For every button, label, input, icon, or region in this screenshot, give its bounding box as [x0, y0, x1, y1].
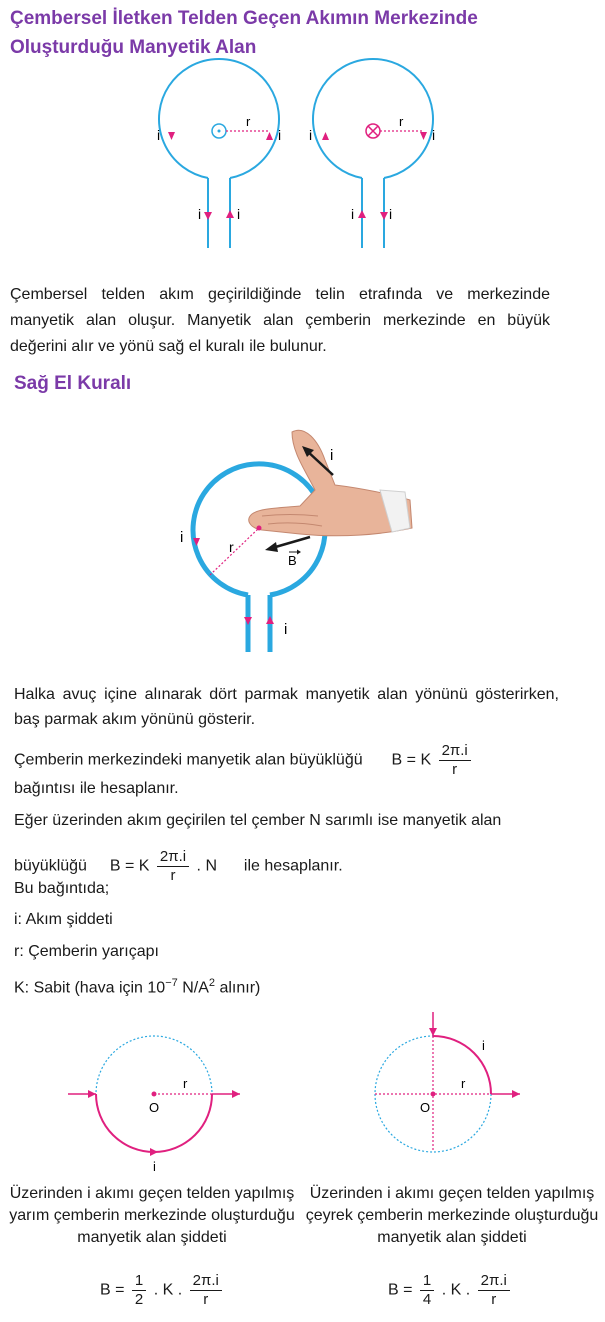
loop-right-wire — [313, 59, 436, 178]
right-hand-rule-diagram — [0, 410, 605, 670]
label-r: r — [461, 1076, 466, 1091]
label-i: i — [237, 206, 241, 222]
fraction: $\frac{2\pi.i}{r}$ — [190, 1272, 222, 1309]
current-arrow-icon — [420, 132, 427, 140]
label-i: i — [278, 127, 282, 143]
current-arrow-icon — [380, 212, 388, 220]
label-o: O — [149, 1100, 160, 1115]
label-r: r — [183, 1076, 188, 1091]
label-i: i — [330, 447, 334, 464]
formula-line-3: Eğer üzerinden akım geçirilen tel çember N sarımlı ise manyetik alan — [14, 812, 502, 829]
fraction: $\frac{2\pi.i}{r}$ — [439, 742, 471, 779]
label-i: i — [284, 621, 288, 638]
fraction: $\frac{2\pi.i}{r}$ — [478, 1272, 510, 1309]
current-arrow-icon — [322, 132, 329, 140]
rule-paragraph: Halka avuç içine alınarak dört parmak manyetik alan yönünü gösterirken, baş parmak akım yönünü gösterir. — [14, 686, 559, 728]
loop-right — [309, 59, 435, 248]
label-i: i — [389, 206, 393, 222]
current-arrow-icon — [266, 616, 274, 624]
definition-r: r: Çemberin yarıçapı — [14, 943, 159, 960]
label-r: r — [246, 114, 251, 129]
label-i: i — [482, 1038, 485, 1053]
fraction: $\frac{1}{4}$ — [420, 1272, 434, 1309]
label-i: i — [198, 206, 202, 222]
label-i: i — [180, 529, 184, 546]
label-o: O — [420, 1100, 431, 1115]
loop-left-wire — [159, 59, 282, 178]
label-B: B — [288, 553, 297, 568]
half-circle-diagram — [0, 1008, 302, 1178]
intro-paragraph: Çembersel telden akım geçirildiğinde telin etrafında ve merkezinde manyetik alan oluşur. Manyetik alan çemberin merkezinde en büyük değerini alır ve yönü sağ el kuralı ile bulunur. — [10, 286, 550, 355]
label-r: r — [229, 539, 234, 555]
quarter-circle-caption: Üzerinden i akımı geçen telden yapılmış çeyrek çemberin merkezinde oluşturduğu manyetik alan şiddeti — [305, 1185, 599, 1246]
fraction: $\frac{1}{2}$ — [132, 1272, 146, 1309]
label-i: i — [157, 127, 161, 143]
current-arrow-icon — [358, 210, 366, 218]
definition-k: K: Sabit (hava için $10^{-7}$ $N/A^2$ alınır) — [14, 977, 261, 997]
formula-line-1: Çemberin merkezindeki manyetik alan büyüklüğü B = K $\frac{2\pi.i}{r}$ — [14, 742, 474, 779]
label-i: i — [153, 1159, 156, 1174]
formula-line-5: Bu bağıntıda; — [14, 880, 110, 897]
page-title: Çembersel İletken Telden Geçen Akımın Merkezinde Oluşturduğu Manyetik Alan — [10, 8, 478, 58]
half-circle-caption: Üzerinden i akımı geçen telden yapılmış yarım çemberin merkezinde oluşturduğu manyetik alan şiddeti — [9, 1185, 295, 1246]
half-circle-formula: B = $\frac{1}{2}$ . K . $\frac{2\pi.i}{r}$ — [100, 1272, 225, 1309]
current-arrow-icon — [204, 212, 212, 220]
fraction: $\frac{2\pi.i}{r}$ — [157, 848, 189, 885]
current-arrow-icon — [168, 132, 175, 140]
quarter-circle-formula: B = $\frac{1}{4}$ . K . $\frac{2\pi.i}{r}$ — [388, 1272, 513, 1309]
label-i: i — [432, 127, 436, 143]
label-i: i — [309, 127, 313, 143]
section-title: Sağ El Kuralı — [14, 373, 132, 394]
formula-line-2: bağıntısı ile hesaplanır. — [14, 780, 179, 797]
loop-left — [157, 59, 281, 248]
label-r: r — [399, 114, 404, 129]
quarter-circle-diagram — [302, 1008, 605, 1178]
current-arrow-icon — [226, 210, 234, 218]
definition-i: i: Akım şiddeti — [14, 911, 113, 928]
radius-line — [210, 528, 259, 575]
current-arrow-icon — [266, 132, 273, 140]
formula-line-4: büyüklüğü B = K $\frac{2\pi.i}{r}$ . N ile hesaplanır. — [14, 848, 343, 884]
label-i: i — [351, 206, 355, 222]
current-arrow-icon — [244, 617, 252, 625]
